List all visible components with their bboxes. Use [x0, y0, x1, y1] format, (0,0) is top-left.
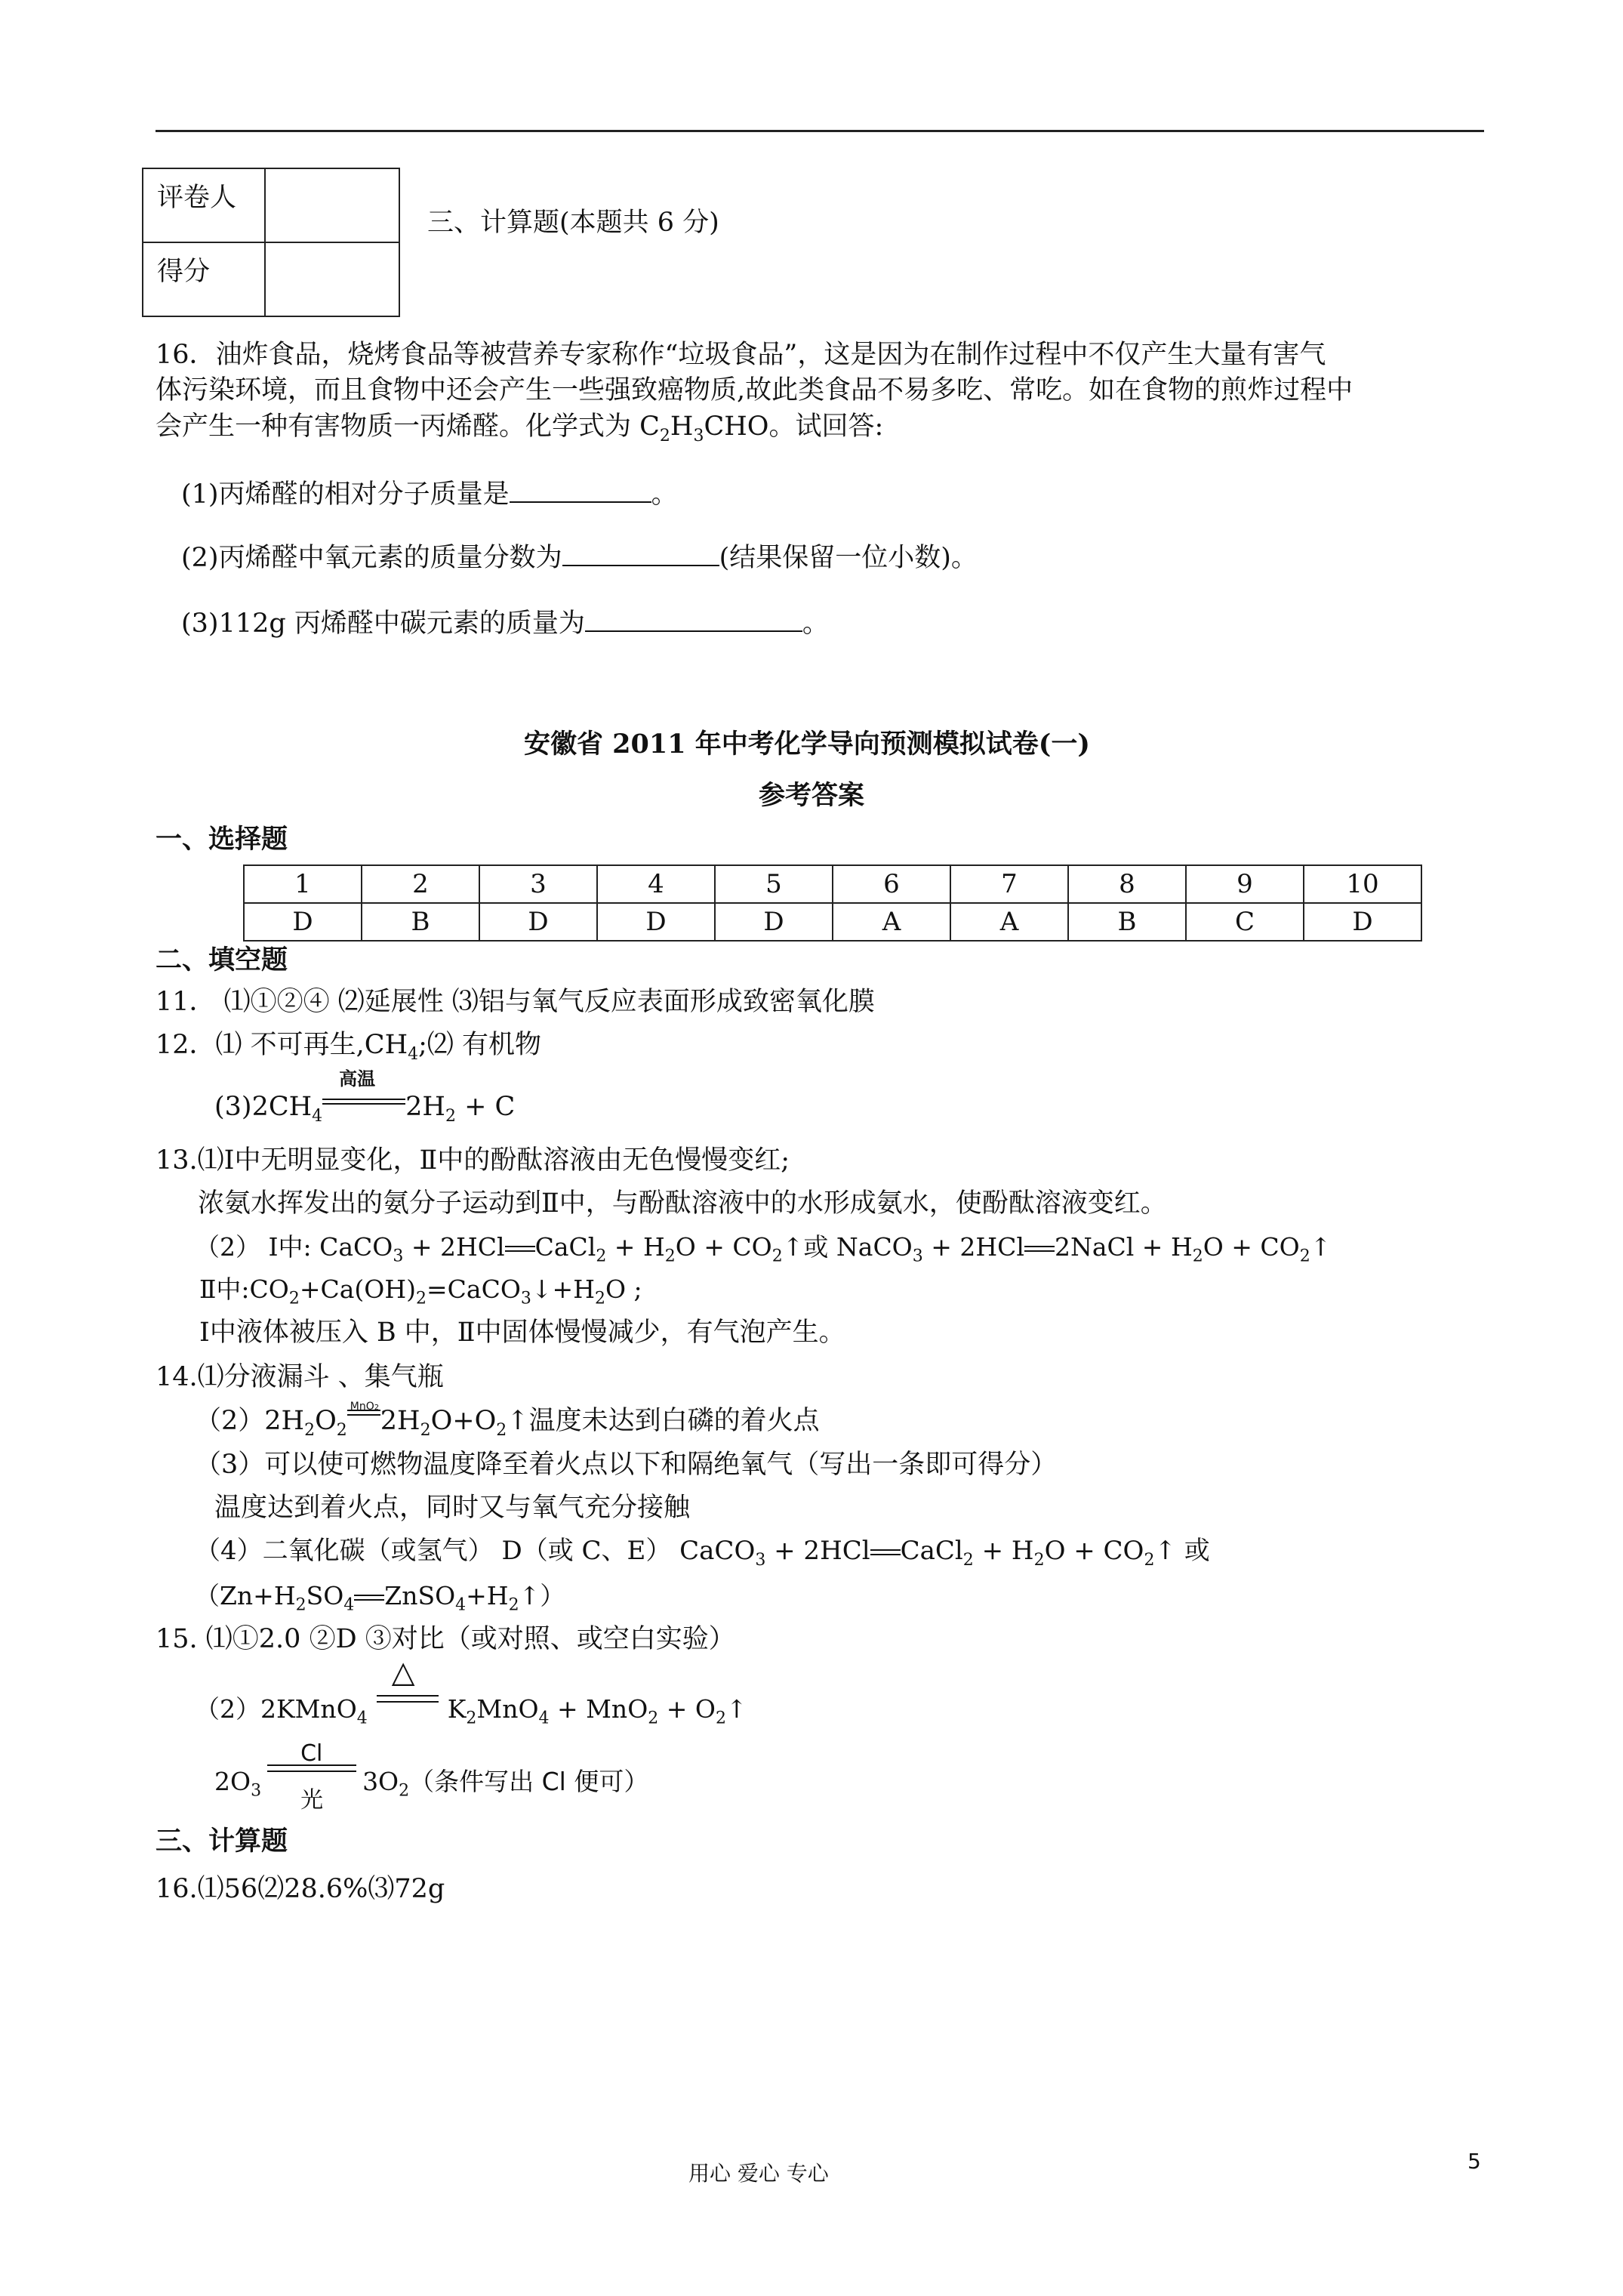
reviewer-cell: [265, 168, 399, 242]
reaction-arrow: [322, 1068, 405, 1115]
answer-12-line2: $(3)2CH_4$ 高温 $2H_2 + C$: [214, 1090, 515, 1123]
grader-table: [142, 168, 400, 317]
reaction-arrow: [267, 1740, 356, 1814]
answer-15-line3: $2O_3$ Cl 光 $3O_2$（条件写出 Cl 便可）: [214, 1765, 648, 1798]
table-cell: 1: [244, 865, 362, 903]
condition-label: 光: [300, 1787, 324, 1814]
table-cell: 4: [597, 865, 715, 903]
table-cell: 2: [362, 865, 479, 903]
answer-13-line3: （2） Ⅰ中: CaCO$_3$ + 2HCl CaCl$_2$ + $H_2O$ + $CO_2↑$或 NaCO$_3$ + 2HCl 2NaCl + $H_2O$ + $CO_2↑$: [195, 1232, 1332, 1266]
q16-line1: 16．油炸食品，烧烤食品等被营养专家称作“垃圾食品”，这是因为在制作过程中不仅产生大量有害气: [156, 340, 1326, 370]
q16-line3: 会产生一种有害物质一丙烯醛。化学式为 $C_2H_3CHO$。试回答:: [156, 411, 884, 445]
reaction-arrow: [377, 1655, 439, 1718]
table-cell: A: [833, 903, 950, 941]
answer-14-line2: $(2)2H_2O_2$ MnO2 $2H_2O+O_2↑$温度未达到白磷的着火点: [195, 1404, 820, 1438]
condition-label: 高温: [339, 1068, 376, 1089]
table-cell: D: [597, 903, 715, 941]
answer-11: 11． ⑴①②④ ⑵延展性 ⑶铝与氧气反应表面形成致密氧化膜: [156, 987, 875, 1017]
q16-part2: (2)丙烯醛中氧元素的质量分数为 (结果保留一位小数)。: [181, 539, 978, 575]
answer-14-line3: （3）可以使可燃物温度降至着火点以下和隔绝氧气（写出一条即可得分）: [195, 1450, 1058, 1480]
table-cell: B: [1068, 903, 1186, 941]
answer-16: 16.⑴56⑵28.6%⑶72g: [156, 1874, 445, 1904]
answer-13-line2: 浓氨水挥发出的氨分子运动到Ⅱ中，与酚酞溶液中的水形成氨水，使酚酞溶液变红。: [198, 1188, 1167, 1219]
table-cell: 8: [1068, 865, 1186, 903]
answer-title: 安徽省 2011 年中考化学导向预测模拟试卷(一): [524, 729, 1090, 760]
answer-13-line4: Ⅱ中$:CO_2+Ca(OH)_2=CaCO_3↓+H_2O$ ;: [199, 1274, 642, 1308]
table-cell: 10: [1304, 865, 1421, 903]
table-cell: 3: [479, 865, 597, 903]
score-cell: [265, 242, 399, 316]
answer-13-line1: 13.⑴Ⅰ中无明显变化，Ⅱ中的酚酞溶液由无色慢慢变红;: [156, 1145, 790, 1176]
table-cell: A: [950, 903, 1068, 941]
answer-14-line6: （$Zn+H_2SO_4$ $ZnSO_4+H_2↑$）: [195, 1581, 565, 1615]
table-cell: D: [715, 903, 833, 941]
reaction-arrow: [347, 1401, 380, 1429]
answer-blank[interactable]: [585, 605, 802, 632]
reviewer-label: 评卷人: [143, 168, 265, 242]
table-cell: 5: [715, 865, 833, 903]
table-cell: 7: [950, 865, 1068, 903]
table-cell: C: [1186, 903, 1304, 941]
table-cell: B: [362, 903, 479, 941]
table-cell: 6: [833, 865, 950, 903]
condition-label: △: [391, 1655, 415, 1690]
answer-14-line1: 14.⑴分液漏斗 、集气瓶: [156, 1362, 444, 1392]
table-cell: 9: [1186, 865, 1304, 903]
answer-13-line5: Ⅰ中液体被压入 B 中，Ⅱ中固体慢慢减少，有气泡产生。: [199, 1318, 845, 1348]
answer-blank[interactable]: [510, 476, 651, 503]
q16-part3: (3)112g 丙烯醛中碳元素的质量为 。: [181, 605, 829, 640]
condition-label: Cl: [300, 1740, 323, 1767]
table-cell: D: [244, 903, 362, 941]
section1-heading: 一、选择题: [156, 824, 288, 855]
answer-subtitle: 参考答案: [759, 780, 865, 811]
footer-text: 用心 爱心 专心: [688, 2161, 829, 2186]
table-cell: D: [479, 903, 597, 941]
section3-header: 三、计算题(本题共 6 分): [427, 208, 719, 238]
top-rule: [156, 130, 1484, 132]
condition-label: MnO2: [350, 1401, 380, 1413]
score-label: 得分: [143, 242, 265, 316]
section2-heading: 二、填空题: [156, 945, 288, 975]
answer-15-line1: 15. ⑴①2.0 ②D ③对比（或对照、或空白实验）: [156, 1624, 735, 1654]
q16-line2: 体污染环境，而且食物中还会产生一些强致癌物质,故此类食品不易多吃、常吃。如在食物的煎炸过程中: [156, 375, 1354, 405]
answer-blank[interactable]: [562, 539, 719, 566]
section3-heading: 三、计算题: [156, 1826, 288, 1857]
answer-14-line5: （4）二氧化碳（或氢气） D（或 C、E） CaCO$_3$ + 2HCl CaCl$_2$ + $H_2O$ + $CO_2↑$ 或: [195, 1536, 1210, 1570]
q16-part1: (1)丙烯醛的相对分子质量是 。: [181, 476, 678, 511]
answer-12-line1: 12．⑴ 不可再生$,CH_4;⑵$ 有机物: [156, 1030, 542, 1064]
answer-15-line2: （2）2KMnO$_4$ △ $K_2MnO_4 + MnO_2$ + $O_2↑$: [195, 1655, 747, 1728]
page-number: 5: [1467, 2149, 1481, 2174]
answer-14-line4: 温度达到着火点，同时又与氧气充分接触: [214, 1493, 691, 1523]
table-cell: D: [1304, 903, 1421, 941]
choice-answer-table: [243, 864, 1422, 942]
